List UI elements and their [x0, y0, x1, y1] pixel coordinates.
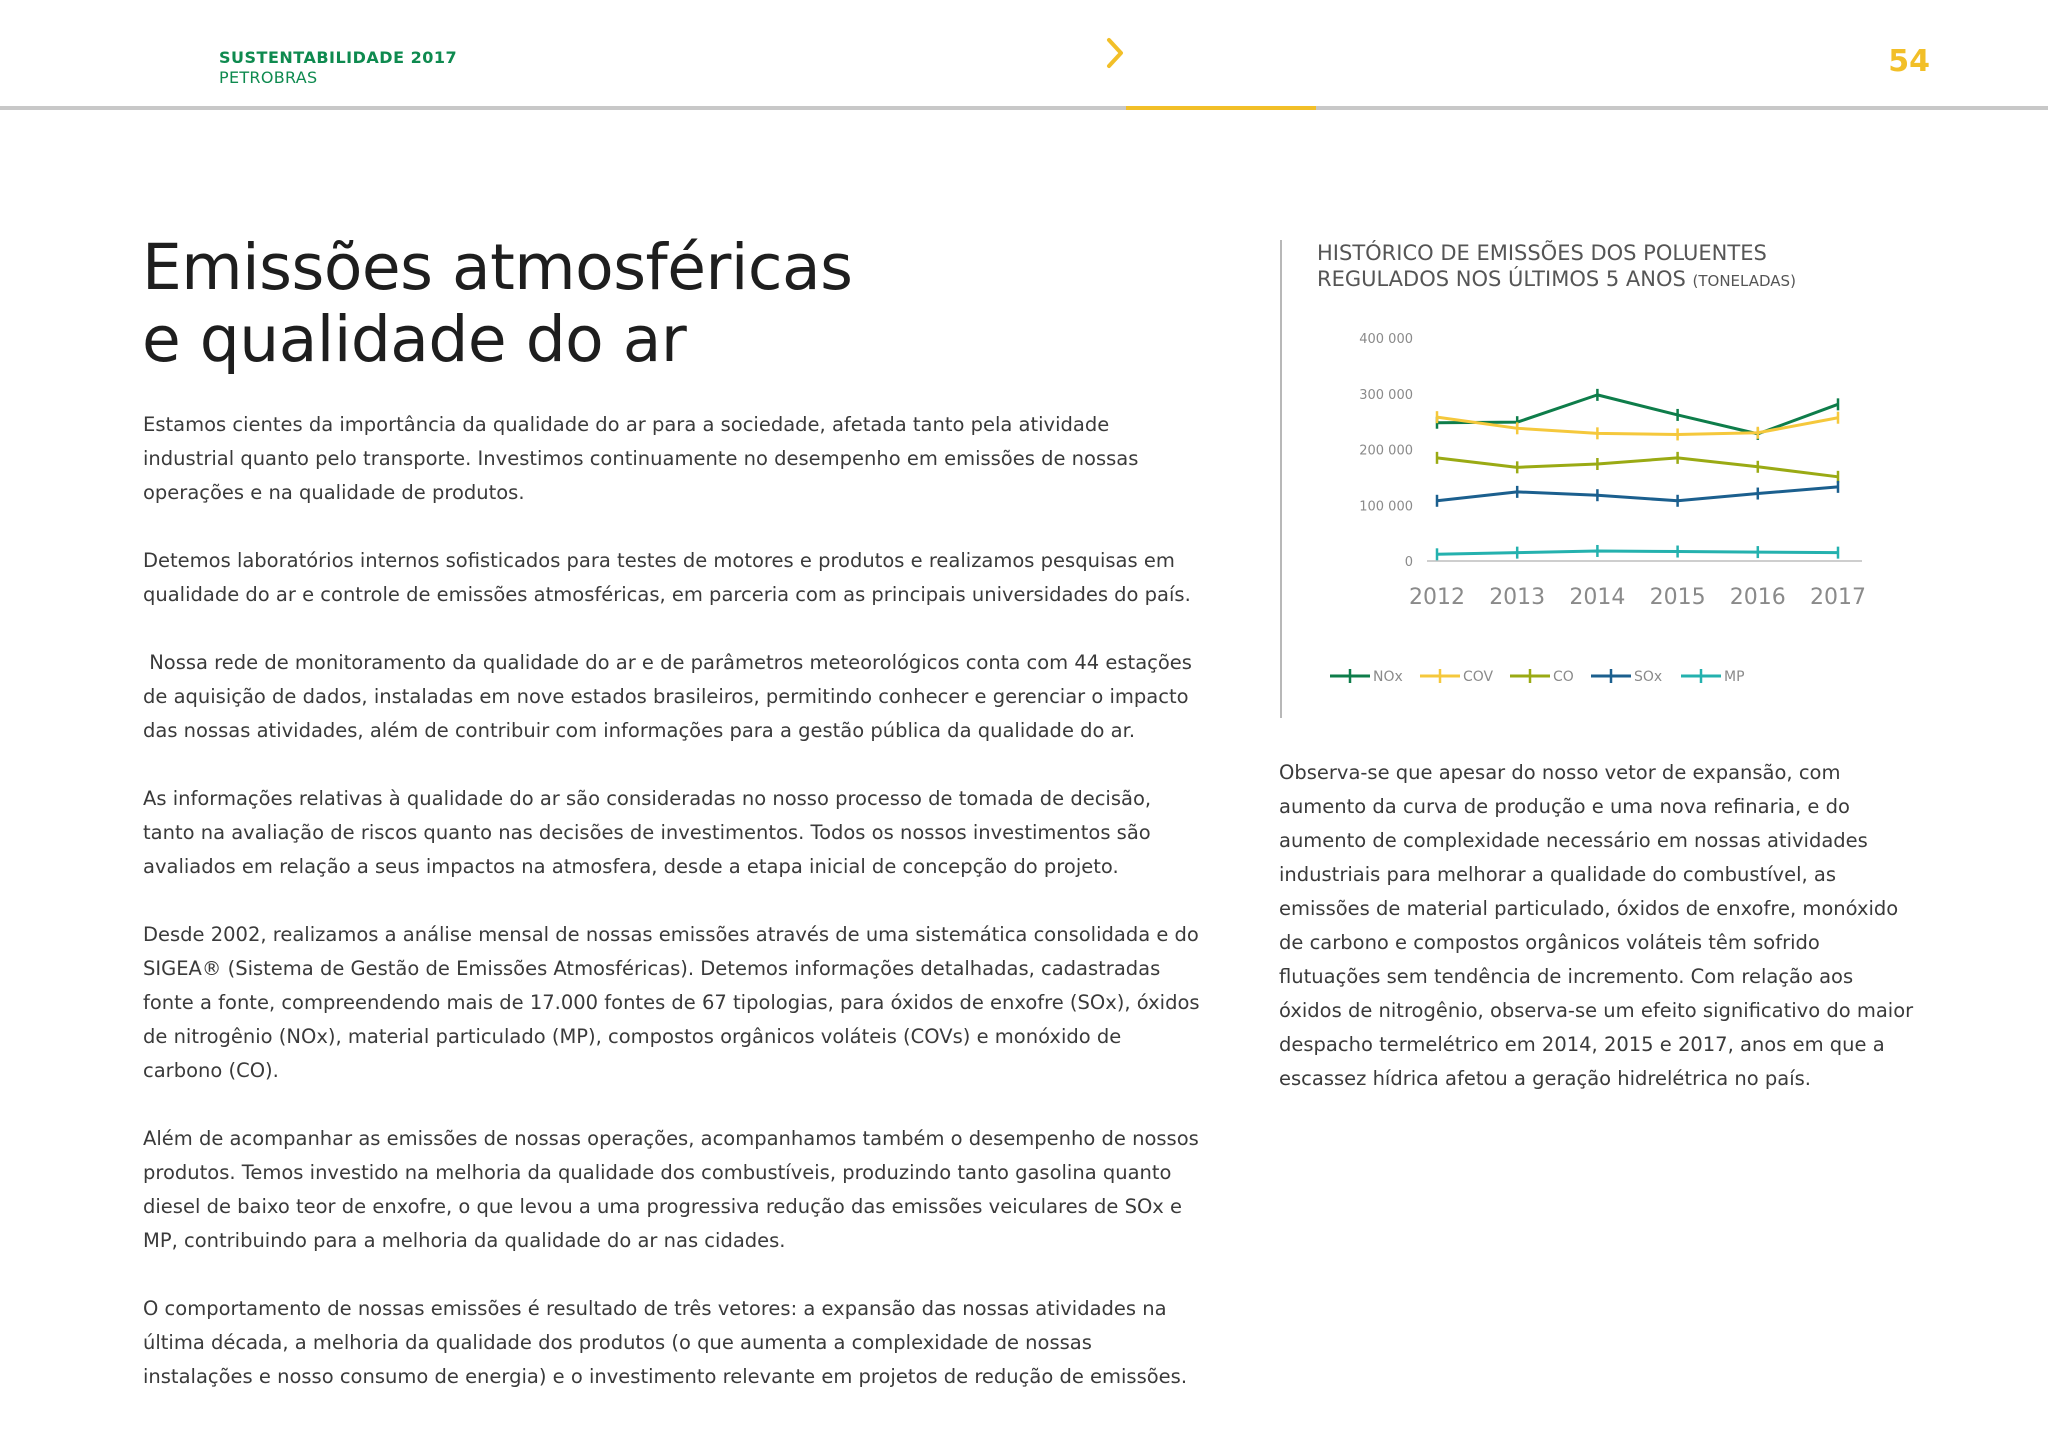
chart-title-line1: HISTÓRICO DE EMISSÕES DOS POLUENTES — [1317, 241, 1767, 265]
body-right-column — [1279, 756, 1919, 1096]
x-tick-label: 2014 — [1569, 585, 1626, 610]
emissions-chart-panel — [1280, 240, 1900, 718]
company-name: PETROBRAS — [219, 68, 318, 87]
page-title-line1: Emissões atmosféricas — [142, 231, 853, 304]
chart-title-unit: (TONELADAS) — [1692, 272, 1796, 290]
legend-label: NOx — [1373, 669, 1403, 685]
series-line-co — [1437, 458, 1838, 477]
body-paragraph: Detemos laboratórios internos sofisticados para testes de motores e produtos e realizamos pesquisas em qualidade do ar e controle de emissões atmosféricas, em parceria com as principais universidades do país. — [143, 549, 1191, 606]
chevron-right-icon[interactable] — [1103, 36, 1127, 70]
header-accent-bar — [1126, 106, 1316, 110]
body-paragraph-right: Observa-se que apesar do nosso vetor de expansão, com aumento da curva de produção e uma nova refinaria, e do aumento de complexidade necessário em nossas atividades industriais para melhorar a qualidade do combustível, as emissões de material particulado, óxidos de enxofre, monóxido de carbono e compostos orgânicos voláteis têm sofrido flutuações sem tendência de incremento. Com relação aos óxidos de nitrogênio, observa-se um efeito significativo do maior despacho termelétrico em 2014, 2015 e 2017, anos em que a escassez hídrica afetou a geração hidrelétrica no país. — [1279, 761, 1914, 1090]
body-paragraph: Desde 2002, realizamos a análise mensal de nossas emissões através de uma sistemática consolidada e do SIGEA® (Sistema de Gestão de Emissões Atmosféricas). Detemos informações detalhadas, cadastradas fonte a fonte, compreendendo mais de 17.000 fontes de 67 tipologias, para óxidos de enxofre (SOx), óxidos de nitrogênio (NOx), material particulado (MP), compostos orgânicos voláteis (COVs) e monóxido de carbono (CO). — [143, 923, 1200, 1082]
emissions-line-chart — [1280, 240, 1900, 718]
chart-title-line2-text: REGULADOS NOS ÚLTIMOS 5 ANOS — [1317, 267, 1686, 291]
body-paragraph: Estamos cientes da importância da qualidade do ar para a sociedade, afetada tanto pela atividade industrial quanto pelo transporte. Investimos continuamente no desempenho em emissões de nossas operações e na qualidade de produtos. — [143, 413, 1139, 504]
body-paragraph: Além de acompanhar as emissões de nossas operações, acompanhamos também o desempenho de nossos produtos. Temos investido na melhoria da qualidade dos combustíveis, produzindo tanto gasolina quanto diesel de baixo teor de enxofre, o que levou a uma progressiva redução das emissões veiculares de SOx e MP, contribuindo para a melhoria da qualidade do ar nas cidades. — [143, 1127, 1199, 1252]
legend-label: MP — [1724, 669, 1745, 685]
series-line-mp — [1437, 551, 1838, 554]
x-tick-label: 2012 — [1409, 585, 1465, 610]
body-left-column — [143, 408, 1203, 1428]
x-tick-label: 2017 — [1810, 585, 1866, 610]
page-number: 54 — [1888, 44, 1930, 79]
legend-label: COV — [1463, 669, 1494, 685]
header-divider — [0, 106, 2048, 110]
page-title — [142, 232, 1042, 376]
y-tick-label: 100 000 — [1359, 499, 1413, 515]
y-tick-label: 400 000 — [1359, 332, 1413, 347]
body-paragraph: O comportamento de nossas emissões é resultado de três vetores: a expansão das nossas atividades na última década, a melhoria da qualidade dos produtos (o que aumenta a complexidade de nossas instalações e nosso consumo de energia) e o investimento relevante em projetos de redução de emissões. — [143, 1297, 1188, 1388]
body-paragraph: Nossa rede de monitoramento da qualidade do ar e de parâmetros meteorológicos conta com 44 estações de aquisição de dados, instaladas em nove estados brasileiros, permitindo conhecer e gerenciar o impacto das nossas atividades, além de contribuir com informações para a gestão pública da qualidade do ar. — [143, 651, 1199, 742]
y-tick-label: 200 000 — [1359, 443, 1413, 459]
y-tick-label: 0 — [1404, 555, 1413, 570]
series-line-sox — [1437, 487, 1838, 501]
y-tick-label: 300 000 — [1359, 387, 1413, 403]
legend-label: CO — [1553, 669, 1574, 685]
page-title-line2: e qualidade do ar — [142, 303, 687, 376]
report-title: SUSTENTABILIDADE 2017 — [219, 48, 458, 67]
page-header — [0, 0, 2048, 112]
legend-label: SOx — [1634, 669, 1663, 685]
x-tick-label: 2015 — [1649, 585, 1706, 610]
x-tick-label: 2016 — [1729, 585, 1786, 610]
x-tick-label: 2013 — [1489, 585, 1546, 610]
brand-block — [219, 48, 457, 88]
body-paragraph: As informações relativas à qualidade do ar são consideradas no nosso processo de tomada de decisão, tanto na avaliação de riscos quanto nas decisões de investimentos. Todos os nossos investimentos são avaliados em relação a seus impactos na atmosfera, desde a etapa inicial de concepção do projeto. — [143, 787, 1152, 878]
